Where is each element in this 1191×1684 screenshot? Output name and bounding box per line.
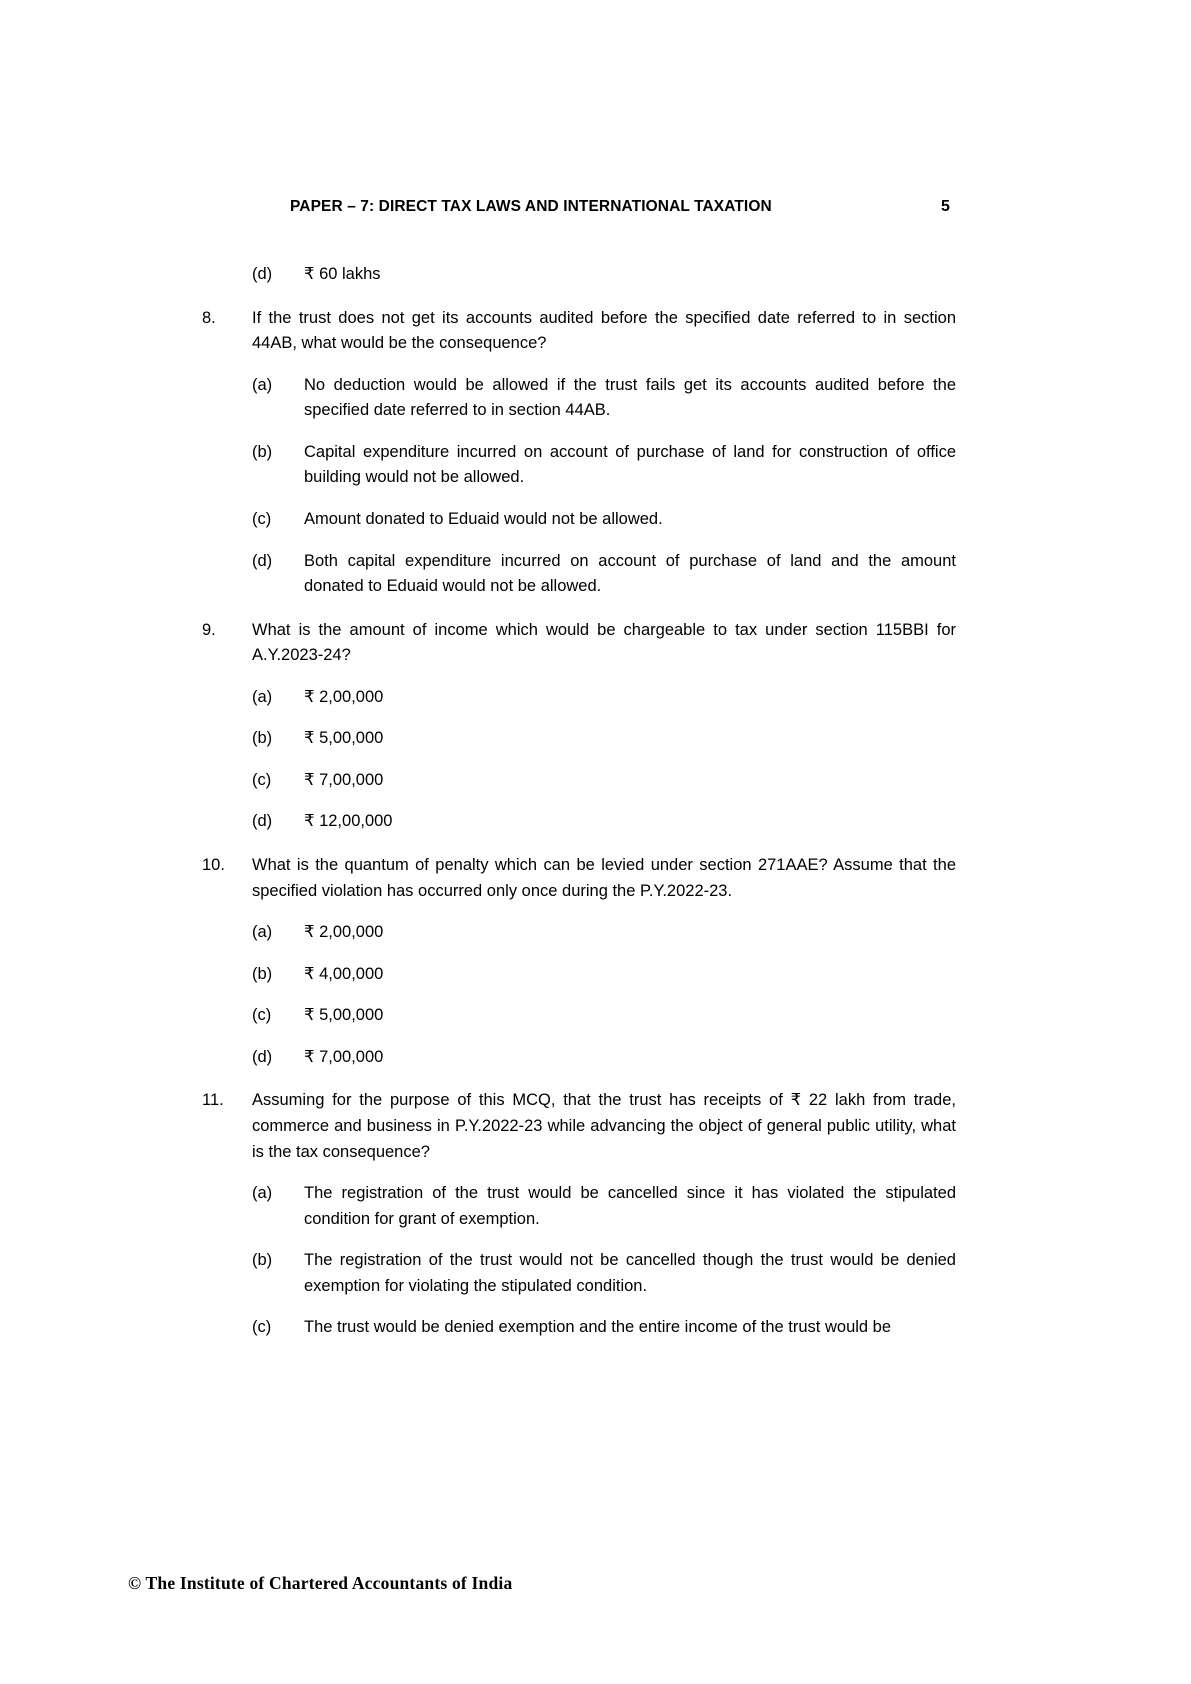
question-text: If the trust does not get its accounts audited before the specified date referred to in section 44AB, what would be the consequence? — [252, 308, 956, 353]
page-header — [290, 198, 950, 216]
option-text: ₹ 2,00,000 — [304, 923, 384, 942]
question-block — [196, 853, 956, 1070]
option-text: Capital expenditure incurred on account of purchase of land for construction of office building would not be allowed. — [304, 442, 956, 487]
header-title: PAPER – 7: DIRECT TAX LAWS AND INTERNATIONAL TAXATION — [290, 198, 772, 215]
question-row — [196, 853, 956, 904]
option-row — [196, 768, 956, 794]
question-row — [196, 1088, 956, 1165]
question-block — [196, 618, 956, 835]
question-row — [196, 306, 956, 357]
option-row — [196, 962, 956, 988]
option-label: (c) — [252, 1318, 272, 1337]
question-text: Assuming for the purpose of this MCQ, that the trust has receipts of ₹ 22 lakh from trade, commerce and business in P.Y.2022-23 while advancing the object of general public utility, what is the tax consequence? — [252, 1091, 956, 1161]
question-block — [196, 1088, 956, 1341]
option-row — [196, 373, 956, 424]
option-label: (d) — [252, 812, 273, 831]
option-text: ₹ 2,00,000 — [304, 687, 384, 706]
question-text: What is the amount of income which would be chargeable to tax under section 115BBI for A.Y.2023-24? — [252, 620, 956, 665]
option-label: (a) — [252, 923, 273, 942]
option-row — [196, 549, 956, 600]
option-row — [196, 685, 956, 711]
option-label: (c) — [252, 1006, 272, 1025]
question-text: What is the quantum of penalty which can be levied under section 271AAE? Assume that the specified violation has occurred only once during the P.Y.2022-23. — [252, 856, 956, 900]
option-label: (a) — [252, 1184, 273, 1203]
option-text: Amount donated to Eduaid would not be allowed. — [304, 509, 663, 528]
page-footer: © The Institute of Chartered Accountants of India — [128, 1573, 513, 1593]
option-label: (d) — [252, 265, 273, 283]
option-row — [196, 507, 956, 533]
option-text: ₹ 60 lakhs — [304, 265, 381, 283]
option-text: ₹ 7,00,000 — [304, 1047, 384, 1066]
option-row — [196, 262, 956, 288]
option-label: (c) — [252, 770, 272, 789]
option-label: (b) — [252, 442, 273, 461]
option-row — [196, 920, 956, 946]
option-row — [196, 809, 956, 835]
option-text: Both capital expenditure incurred on account of purchase of land and the amount donated to Eduaid would not be allowed. — [304, 551, 956, 596]
question-block — [196, 306, 956, 600]
option-text: ₹ 7,00,000 — [304, 770, 384, 789]
option-label: (a) — [252, 687, 273, 706]
option-row — [196, 1248, 956, 1299]
option-text: ₹ 5,00,000 — [304, 1006, 384, 1025]
option-label: (b) — [252, 1251, 273, 1270]
option-row — [196, 1315, 956, 1341]
page-content — [196, 262, 956, 1341]
option-label: (c) — [252, 509, 272, 528]
option-row — [196, 1003, 956, 1029]
option-row — [196, 440, 956, 491]
option-text: ₹ 5,00,000 — [304, 729, 384, 748]
option-row — [196, 726, 956, 752]
option-row — [196, 1181, 956, 1232]
option-text: The registration of the trust would be cancelled since it has violated the stipulated condition for grant of exemption. — [304, 1184, 956, 1228]
page-number: 5 — [941, 198, 950, 215]
option-label: (b) — [252, 964, 273, 983]
question-number: 8. — [202, 308, 216, 327]
question-number: 11. — [202, 1091, 224, 1110]
option-label: (b) — [252, 729, 273, 748]
option-text: The registration of the trust would not be cancelled though the trust would be denied exemption for violating the stipulated condition. — [304, 1251, 956, 1295]
option-text: ₹ 4,00,000 — [304, 964, 384, 983]
question-row — [196, 618, 956, 669]
question-number: 10. — [202, 856, 225, 874]
option-label: (a) — [252, 375, 273, 394]
option-label: (d) — [252, 551, 273, 570]
option-row — [196, 1045, 956, 1071]
option-text: The trust would be denied exemption and the entire income of the trust would be — [304, 1318, 892, 1337]
question-number: 9. — [202, 620, 216, 639]
option-text: ₹ 12,00,000 — [304, 812, 393, 831]
option-label: (d) — [252, 1047, 273, 1066]
option-text: No deduction would be allowed if the trust fails get its accounts audited before the specified date referred to in section 44AB. — [304, 375, 956, 420]
